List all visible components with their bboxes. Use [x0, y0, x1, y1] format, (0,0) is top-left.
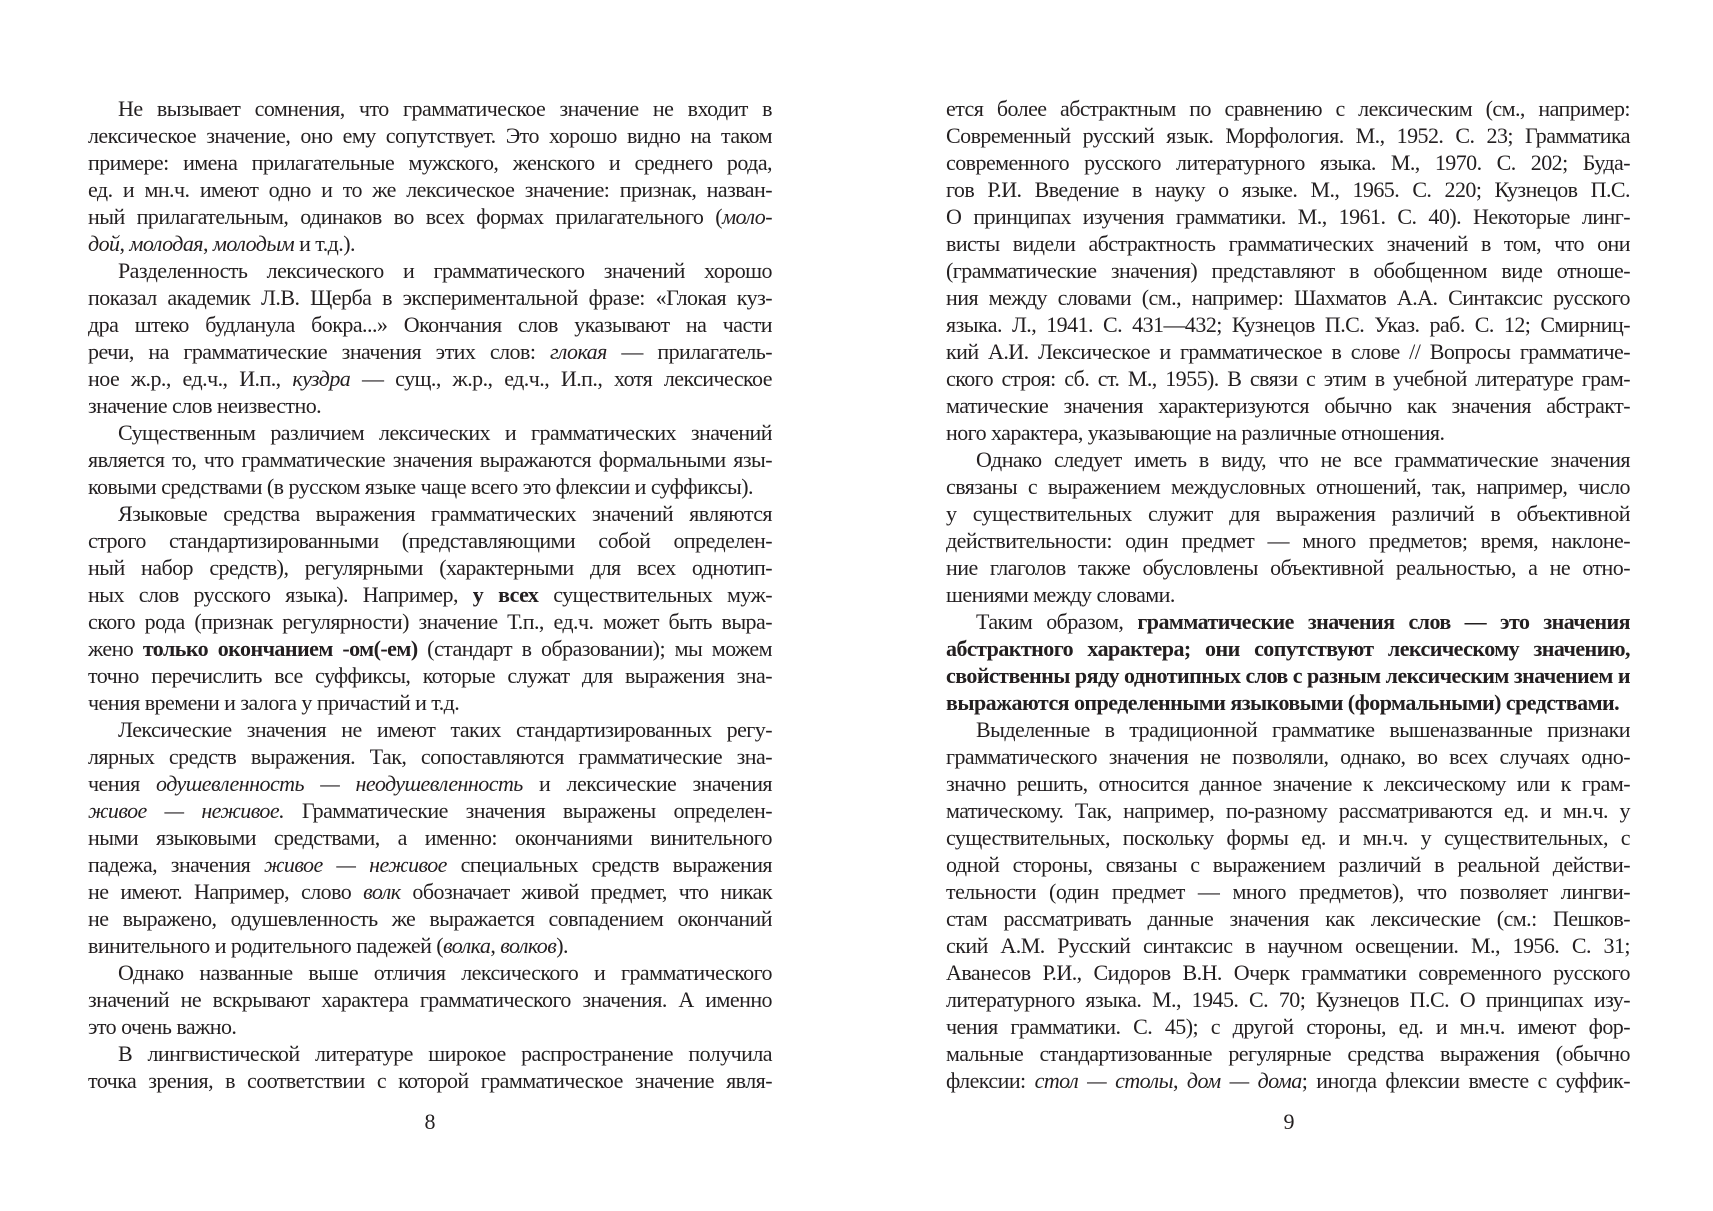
text-line — [88, 743, 772, 770]
body-text: Аванесов Р.И., Сидоров В.Н. Очерк грамматики современного русского — [946, 960, 1630, 985]
text-line — [88, 500, 772, 527]
paragraph — [88, 257, 772, 419]
body-text: не выражено, одушевленность же выражается совпадением окончаний — [88, 906, 772, 931]
text-line — [946, 608, 1630, 635]
body-text: , — [119, 231, 130, 256]
text-line — [88, 905, 772, 932]
body-text: это очень важно. — [88, 1014, 237, 1039]
text-line — [88, 149, 772, 176]
text-line — [946, 284, 1630, 311]
text-line — [88, 473, 772, 500]
italic-text: молодым — [212, 231, 295, 256]
body-text: связаны с выражением междусловных отношений, так, например, число — [946, 474, 1630, 499]
text-line — [88, 878, 772, 905]
page-number: 8 — [424, 1109, 436, 1134]
body-text: ных слов русского языка). Например, — [88, 582, 473, 607]
body-text: речи, на грамматические значения этих слов: — [88, 339, 550, 364]
body-text: ние глаголов также обусловлены объективной реальностью, а не отно- — [946, 555, 1630, 580]
text-line — [946, 716, 1630, 743]
body-text: матические значения характеризуются обычно как значения абстракт- — [946, 393, 1630, 418]
body-text: ное ж.р., ед.ч., И.п., — [88, 366, 293, 391]
bold-text: выражаются определенными языковыми (формальными) средствами. — [946, 690, 1620, 715]
body-text: является то, что грамматические значения выражаются формальными язы- — [88, 447, 772, 472]
text-line — [946, 1013, 1630, 1040]
body-text: В лингвистической литературе широкое распространение получила — [118, 1041, 772, 1066]
body-text: , — [490, 933, 501, 958]
body-text: языка. Л., 1941. С. 431—432; Кузнецов П.С. Указ. раб. С. 12; Смирниц- — [946, 312, 1630, 337]
body-text: тельности (один предмет — много предметов), что позволяет лингви- — [946, 879, 1630, 904]
body-text: строго стандартизированными (представляющими собой определен- — [88, 528, 772, 553]
body-text: ный прилагательным, одинаков во всех формах прилагательного ( — [88, 204, 723, 229]
text-line — [946, 581, 1630, 608]
body-text: ный набор средств), регулярными (характерными для всех однотип- — [88, 555, 772, 580]
text-line — [88, 176, 772, 203]
paragraph — [88, 95, 772, 257]
text-line — [88, 608, 772, 635]
body-text: ; иногда флексии вместе с суффик- — [1301, 1068, 1630, 1093]
paragraph — [88, 716, 772, 959]
text-line — [946, 689, 1630, 716]
italic-text: живое — неживое. — [88, 798, 285, 823]
body-text: — сущ., ж.р., ед.ч., И.п., хотя лексическое — [350, 366, 772, 391]
body-text: Таким образом, — [976, 609, 1138, 634]
body-text: ния между словами (см., например: Шахматов А.А. Синтаксис русского — [946, 285, 1630, 310]
body-text: ед. и мн.ч. имеют одно и то же лексическое значение: признак, назван- — [88, 177, 772, 202]
text-line — [88, 365, 772, 392]
text-line — [88, 1013, 772, 1040]
body-text: (грамматические значения) представляют в обобщенном виде отноше- — [946, 258, 1630, 283]
text-line — [88, 311, 772, 338]
text-line — [88, 122, 772, 149]
body-text: ского строя: сб. ст. М., 1955). В связи с этим в учебной литературе грам- — [946, 366, 1630, 391]
body-text: ется более абстрактным по сравнению с лексическим (см., например: — [946, 96, 1630, 121]
text-line — [946, 527, 1630, 554]
italic-text: волка — [443, 933, 491, 958]
text-line — [88, 95, 772, 122]
body-text: у существительных служит для выражения различий в объективной — [946, 501, 1630, 526]
text-line — [88, 770, 772, 797]
text-line — [946, 500, 1630, 527]
body-text: флексии: — [946, 1068, 1035, 1093]
italic-text: волков — [500, 933, 557, 958]
text-line — [946, 1040, 1630, 1067]
body-text: ский А.М. Русский синтаксис в научном освещении. М., 1956. С. 31; — [946, 933, 1630, 958]
body-text: показал академик Л.В. Щерба в экспериментальной фразе: «Глокая куз- — [88, 285, 772, 310]
body-text: и т.д.). — [294, 231, 355, 256]
paragraph — [946, 716, 1630, 1094]
italic-text: куздра — [292, 366, 351, 391]
text-line — [946, 338, 1630, 365]
bold-text: абстрактного характера; они сопутствуют лексическому значению, — [946, 636, 1630, 661]
text-column — [946, 95, 1630, 1094]
body-text: жено — [88, 636, 143, 661]
italic-text: одушевленность — неодушевленность — [156, 771, 523, 796]
text-line — [946, 95, 1630, 122]
text-line — [946, 851, 1630, 878]
text-line — [88, 284, 772, 311]
body-text: и лексические значения — [522, 771, 772, 796]
text-line — [88, 932, 772, 959]
text-line — [88, 446, 772, 473]
body-text: мальные стандартизованные регулярные средства выражения (обычно — [946, 1041, 1630, 1066]
text-line — [88, 419, 772, 446]
body-text: Не вызывает сомнения, что грамматическое значение не входит в — [118, 96, 772, 121]
body-text: дра штеко будланула бокра...» Окончания слов указывают на части — [88, 312, 772, 337]
text-line — [946, 905, 1630, 932]
text-line — [88, 1067, 772, 1094]
text-line — [88, 203, 772, 230]
body-text: О принципах изучения грамматики. М., 1961. С. 40). Некоторые линг- — [946, 204, 1630, 229]
body-text: ского рода (признак регулярности) значение Т.п., ед.ч. может быть выра- — [88, 609, 772, 634]
paragraph — [88, 1040, 772, 1094]
paragraph — [88, 500, 772, 716]
italic-text: молодая — [129, 231, 203, 256]
body-text: Лексические значения не имеют таких стандартизированных регу- — [118, 717, 772, 742]
body-text: , — [202, 231, 213, 256]
italic-text: дом — дома — [1186, 1068, 1302, 1093]
body-text: чения времени и залога у причастий и т.д. — [88, 690, 460, 715]
text-line — [946, 392, 1630, 419]
text-line — [946, 770, 1630, 797]
paragraph — [88, 419, 772, 500]
text-line — [88, 527, 772, 554]
text-line — [946, 176, 1630, 203]
italic-text: живое — неживое — [263, 852, 447, 877]
body-text: ковыми средствами (в русском языке чаще всего это флексии и суффиксы). — [88, 474, 753, 499]
italic-text: глокая — [549, 339, 607, 364]
text-line — [946, 959, 1630, 986]
body-text: лексическое значение, оно ему сопутствует. Это хорошо видно на таком — [88, 123, 772, 148]
body-text: Однако названные выше отличия лексического и грамматического — [118, 960, 772, 985]
body-text: специальных средств выражения — [446, 852, 772, 877]
italic-text: моло- — [722, 204, 772, 229]
text-line — [946, 446, 1630, 473]
text-line — [946, 986, 1630, 1013]
body-text: ). — [556, 933, 568, 958]
text-column — [88, 95, 772, 1094]
italic-text: дой — [88, 231, 120, 256]
body-text: значение слов неизвестно. — [88, 393, 322, 418]
body-text: действительности: один предмет — много предметов; время, наклоне- — [946, 528, 1630, 553]
text-line — [946, 932, 1630, 959]
body-text: значно решить, относится данное значение к лексическому или к грам- — [946, 771, 1630, 796]
body-text: висты видели абстрактность грамматических значений в том, что они — [946, 231, 1630, 256]
body-text: гов Р.И. Введение в науку о языке. М., 1965. С. 220; Кузнецов П.С. — [946, 177, 1630, 202]
body-text: , — [1172, 1068, 1187, 1093]
paragraph — [88, 959, 772, 1040]
text-line — [88, 851, 772, 878]
body-text: лярных средств выражения. Так, сопоставляются грамматические зна- — [88, 744, 772, 769]
text-line — [946, 473, 1630, 500]
bold-text: грамматические значения слов — это значения — [1137, 609, 1631, 634]
text-line — [946, 419, 1630, 446]
body-text: шениями между словами. — [946, 582, 1175, 607]
text-line — [88, 797, 772, 824]
body-text: — прилагатель- — [606, 339, 772, 364]
text-line — [88, 230, 772, 257]
paragraph — [946, 608, 1630, 716]
text-line — [88, 338, 772, 365]
text-line — [946, 365, 1630, 392]
text-line — [88, 1040, 772, 1067]
text-line — [88, 257, 772, 284]
body-text: падежа, значения — [88, 852, 264, 877]
body-text: ными языковыми средствами, а именно: окончаниями винительного — [88, 825, 772, 850]
body-text: не имеют. Например, слово — [88, 879, 364, 904]
body-text: Современный русский язык. Морфология. М., 1952. С. 23; Грамматика — [946, 123, 1630, 148]
body-text: точно перечислить все суффиксы, которые служат для выражения зна- — [88, 663, 772, 688]
text-line — [88, 986, 772, 1013]
body-text: матическому. Так, например, по-разному рассматриваются ед. и мн.ч. у — [946, 798, 1630, 823]
body-text: современного русского литературного языка. М., 1970. С. 202; Буда- — [946, 150, 1630, 175]
text-line — [946, 122, 1630, 149]
body-text: стам рассматривать данные значения как лексические (см.: Пешков- — [946, 906, 1630, 931]
book-page-left — [0, 0, 856, 1211]
body-text: ного характера, указывающие на различные отношения. — [946, 420, 1445, 445]
paragraph — [946, 95, 1630, 446]
text-line — [946, 149, 1630, 176]
body-text: существительных, поскольку формы ед. и мн.ч. у существительных, с — [946, 825, 1630, 850]
body-text: существительных муж- — [538, 582, 772, 607]
text-line — [88, 581, 772, 608]
text-line — [946, 554, 1630, 581]
body-text: Выделенные в традиционной грамматике вышеназванные признаки — [976, 717, 1630, 742]
body-text: точка зрения, в соответствии с которой грамматическое значение явля- — [88, 1068, 772, 1093]
text-line — [946, 230, 1630, 257]
text-line — [946, 635, 1630, 662]
body-text: одной стороны, связаны с выражением различий в реальной действи- — [946, 852, 1630, 877]
text-line — [88, 689, 772, 716]
body-text: чения — [88, 771, 157, 796]
text-line — [88, 824, 772, 851]
bold-text: у всех — [472, 582, 539, 607]
italic-text: стол — столы — [1034, 1068, 1173, 1093]
text-line — [946, 1067, 1630, 1094]
paragraph — [946, 446, 1630, 608]
text-line — [946, 203, 1630, 230]
body-text: Языковые средства выражения грамматических значений являются — [118, 501, 772, 526]
text-line — [88, 392, 772, 419]
text-line — [88, 959, 772, 986]
text-line — [88, 554, 772, 581]
body-text: обозначает живой предмет, что никак — [400, 879, 772, 904]
text-line — [946, 311, 1630, 338]
body-text: примере: имена прилагательные мужского, женского и среднего рода, — [88, 150, 772, 175]
body-text: литературного языка. М., 1945. С. 70; Кузнецов П.С. О принципах изу- — [946, 987, 1630, 1012]
body-text: Разделенность лексического и грамматического значений хорошо — [118, 258, 772, 283]
text-line — [946, 743, 1630, 770]
text-line — [88, 716, 772, 743]
page-number: 9 — [1283, 1109, 1295, 1134]
body-text: Однако следует иметь в виду, что не все грамматические значения — [976, 447, 1630, 472]
body-text: (стандарт в образовании); мы можем — [417, 636, 773, 661]
body-text: кий А.И. Лексическое и грамматическое в слове // Вопросы грамматиче- — [946, 339, 1630, 364]
body-text: винительного и родительного падежей ( — [88, 933, 444, 958]
text-line — [88, 662, 772, 689]
body-text: Грамматические значения выражены определен- — [284, 798, 772, 823]
italic-text: волк — [363, 879, 401, 904]
body-text: Существенным различием лексических и грамматических значений — [118, 420, 772, 445]
text-line — [946, 824, 1630, 851]
bold-text: свойственны ряду однотипных слов с разным лексическим значением и — [946, 663, 1630, 688]
text-line — [946, 662, 1630, 689]
text-line — [88, 635, 772, 662]
text-line — [946, 878, 1630, 905]
text-line — [946, 797, 1630, 824]
book-page-right — [856, 0, 1713, 1211]
text-line — [946, 257, 1630, 284]
body-text: значений не вскрывают характера грамматического значения. А именно — [88, 987, 772, 1012]
bold-text: только окончанием -ом(-ем) — [142, 636, 418, 661]
body-text: грамматического значения не позволяли, однако, во всех случаях одно- — [946, 744, 1630, 769]
body-text: чения грамматики. С. 45); с другой стороны, ед. и мн.ч. имеют фор- — [946, 1014, 1630, 1039]
